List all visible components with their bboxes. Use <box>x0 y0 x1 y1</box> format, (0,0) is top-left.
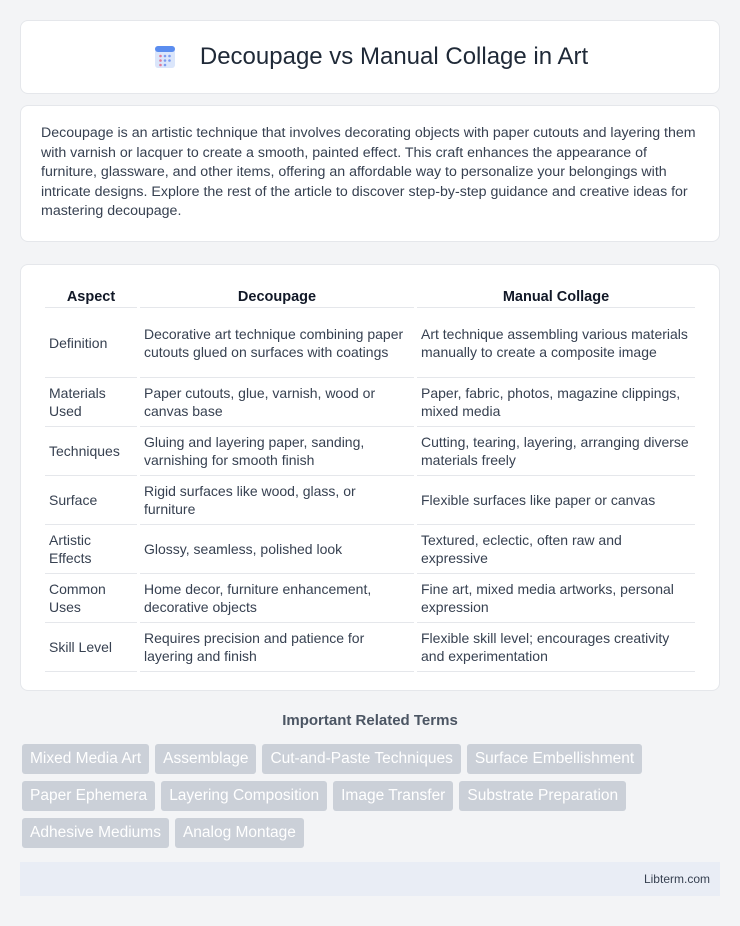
manual-collage-cell: Cutting, tearing, layering, arranging diverse materials freely <box>417 427 695 476</box>
decoupage-cell: Glossy, seamless, polished look <box>140 525 414 574</box>
table-row <box>45 476 695 525</box>
comparison-table <box>42 285 698 672</box>
term-tag[interactable]: Image Transfer <box>333 781 453 811</box>
aspect-cell: Surface <box>45 476 137 525</box>
decoupage-cell: Paper cutouts, glue, varnish, wood or canvas base <box>140 378 414 427</box>
manual-collage-cell: Flexible surfaces like paper or canvas <box>417 476 695 525</box>
manual-collage-cell: Art technique assembling various materials manually to create a composite image <box>417 308 695 378</box>
aspect-cell: Techniques <box>45 427 137 476</box>
comparison-table-card <box>20 264 720 691</box>
related-terms-list <box>22 744 712 848</box>
decoupage-cell: Gluing and layering paper, sanding, varnishing for smooth finish <box>140 427 414 476</box>
table-row <box>45 378 695 427</box>
intro-card <box>20 105 720 242</box>
term-tag[interactable]: Surface Embellishment <box>467 744 642 774</box>
header-decoupage: Decoupage <box>140 285 414 308</box>
decoupage-cell: Home decor, furniture enhancement, decorative objects <box>140 574 414 623</box>
header-manual-collage: Manual Collage <box>417 285 695 308</box>
manual-collage-cell: Fine art, mixed media artworks, personal expression <box>417 574 695 623</box>
aspect-cell: Definition <box>45 308 137 378</box>
manual-collage-cell: Flexible skill level; encourages creativity and experimentation <box>417 623 695 672</box>
decoupage-cell: Requires precision and patience for layering and finish <box>140 623 414 672</box>
term-tag[interactable]: Cut-and-Paste Techniques <box>262 744 460 774</box>
aspect-cell: Materials Used <box>45 378 137 427</box>
decoupage-cell: Rigid surfaces like wood, glass, or furniture <box>140 476 414 525</box>
term-tag[interactable]: Assemblage <box>155 744 256 774</box>
footer <box>20 862 720 896</box>
term-tag[interactable]: Mixed Media Art <box>22 744 149 774</box>
header-aspect: Aspect <box>45 285 137 308</box>
table-row <box>45 308 695 378</box>
manual-collage-cell: Textured, eclectic, often raw and expressive <box>417 525 695 574</box>
document-list-icon <box>152 44 178 70</box>
term-tag[interactable]: Substrate Preparation <box>459 781 626 811</box>
aspect-cell: Common Uses <box>45 574 137 623</box>
table-row <box>45 574 695 623</box>
term-tag[interactable]: Adhesive Mediums <box>22 818 169 848</box>
footer-site-link[interactable]: Libterm.com <box>643 872 710 886</box>
decoupage-cell: Decorative art technique combining paper cutouts glued on surfaces with coatings <box>140 308 414 378</box>
aspect-cell: Skill Level <box>45 623 137 672</box>
manual-collage-cell: Paper, fabric, photos, magazine clippings, mixed media <box>417 378 695 427</box>
page-title: Decoupage vs Manual Collage in Art <box>199 43 589 70</box>
title-card <box>20 20 720 94</box>
table-row <box>45 623 695 672</box>
table-row <box>45 427 695 476</box>
table-header-row <box>45 285 695 308</box>
term-tag[interactable]: Analog Montage <box>175 818 304 848</box>
intro-paragraph: Decoupage is an artistic technique that involves decorating objects with paper cutouts and layering them with varnish or lacquer to create a smooth, painted effect. This craft enhances the appearance of furniture, glassware, and other items, offering an affordable way to personalize your belongings with intricate designs. Explore the rest of the article to discover step-by-step guidance and creative ideas for mastering decoupage. <box>41 125 696 220</box>
term-tag[interactable]: Layering Composition <box>161 781 327 811</box>
table-row <box>45 525 695 574</box>
aspect-cell: Artistic Effects <box>45 525 137 574</box>
related-terms-heading: Important Related Terms <box>282 712 458 729</box>
term-tag[interactable]: Paper Ephemera <box>22 781 155 811</box>
